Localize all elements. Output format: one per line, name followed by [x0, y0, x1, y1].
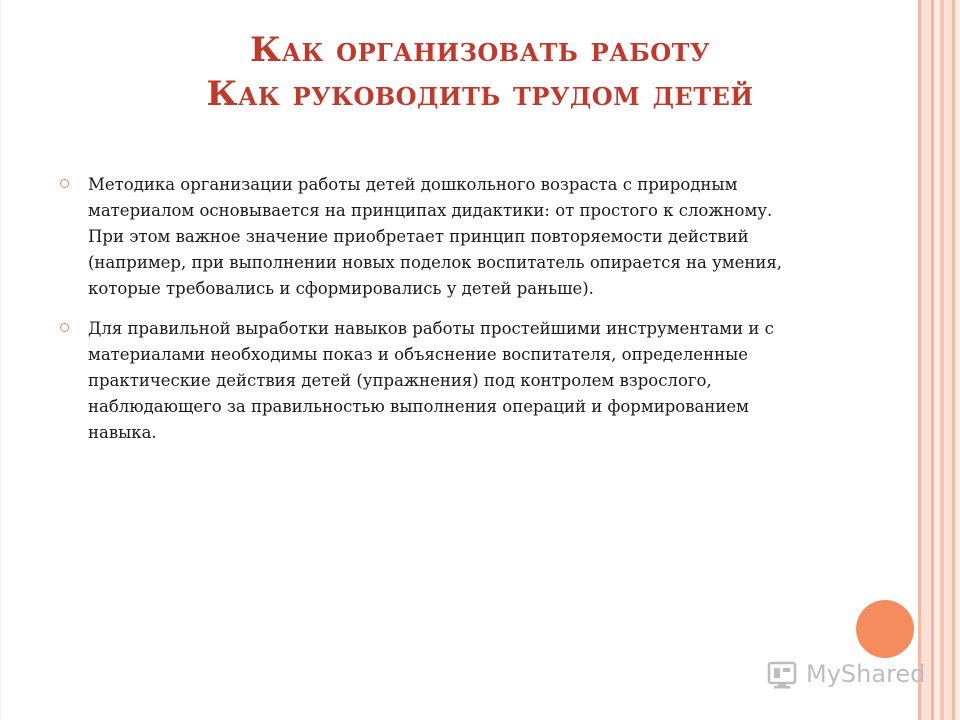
- stripe: [955, 0, 960, 720]
- title-line-2: Как руководить трудом детей: [206, 74, 754, 114]
- bullet-text: Для правильной выработки навыков работы простейшими инструментами и с материалами необходимы показ и объяснение воспитателя, определенные практические действия детей (упражнения) под контролем взрослого, наблюдающего за правильностью выполнения операций и формированием навыка.: [88, 319, 774, 442]
- bullet-circle-icon: [60, 179, 69, 188]
- watermark-text: MyShared: [806, 660, 926, 688]
- decorative-circle: [856, 600, 914, 658]
- bullet-list: [60, 172, 800, 460]
- stripe: [944, 0, 952, 720]
- myshared-logo-icon: [766, 657, 800, 691]
- slide-title: [120, 28, 840, 116]
- bullet-item: [60, 172, 800, 302]
- bullet-text: Методика организации работы детей дошкольного возраста с природным материалом основывается на принципах дидактики: от простого к сложному. При этом важное значение приобретает принцип повторяемости действий (например, при выполнении новых поделок воспитатель опирается на умения, которые требовались и сформировались у детей раньше).: [88, 175, 783, 298]
- stripe: [921, 0, 931, 720]
- decorative-stripes: [918, 0, 960, 720]
- title-line-1: Как организовать работу: [250, 30, 710, 70]
- bullet-circle-icon: [60, 323, 69, 332]
- watermark: [766, 656, 925, 692]
- slide-border: [0, 0, 1, 720]
- bullet-item: [60, 316, 800, 446]
